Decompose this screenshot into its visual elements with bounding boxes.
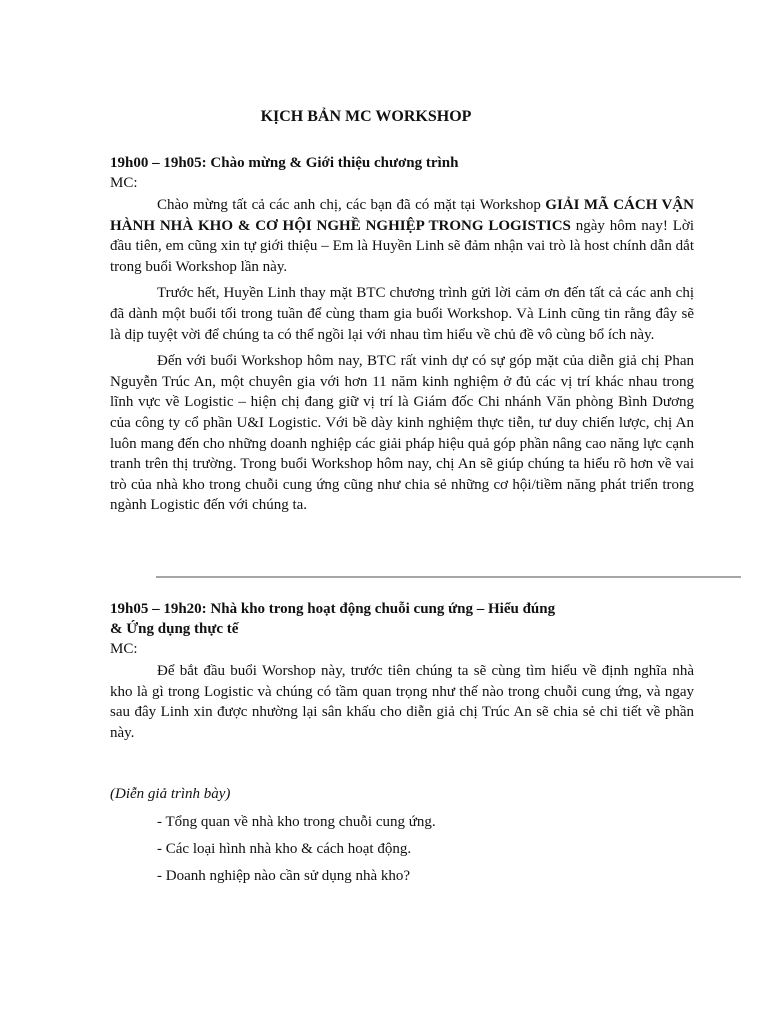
paragraph: Để bắt đầu buổi Worshop này, trước tiên chúng ta sẽ cùng tìm hiểu về định nghĩa nhà kho là gì trong Logistic và chúng có tầm quan trọng như thế nào trong chuỗi cung ứng, và ngay sau đây Linh xin được nhường lại sân khấu cho diễn giả chị Trúc An sẽ chia sẻ chi tiết về phần này. xyxy=(110,663,694,741)
section-heading: 19h00 – 19h05: Chào mừng & Giới thiệu chương trình xyxy=(110,155,459,171)
section-heading-line: 19h05 – 19h20: Nhà kho trong hoạt động chuỗi cung ứng – Hiểu đúng xyxy=(110,601,556,617)
list-item: - Tổng quan về nhà kho trong chuỗi cung ứng. xyxy=(157,814,436,830)
section-welcome xyxy=(110,153,694,522)
list-item: - Các loại hình nhà kho & cách hoạt động. xyxy=(157,841,412,857)
section-divider xyxy=(156,576,741,578)
paragraph: Trước hết, Huyền Linh thay mặt BTC chương trình gửi lời cảm ơn đến tất cả các anh chị đã dành một buổi tối trong tuần để cùng tham gia buổi Workshop. Và Linh cũng tin rằng đây sẽ là dịp tuyệt vời để chúng ta có thể ngồi lại với nhau tìm hiểu về chủ đề vô cùng bổ ích này. xyxy=(110,285,694,343)
list-item: - Doanh nghiệp nào cần sử dụng nhà kho? xyxy=(157,868,411,884)
page-title: KỊCH BẢN MC WORKSHOP xyxy=(260,108,472,125)
paragraph-text: Chào mừng tất cả các anh chị, các bạn đã có mặt tại Workshop xyxy=(157,197,546,213)
paragraph xyxy=(110,195,694,277)
presenter-note: (Diễn giả trình bày) xyxy=(110,786,231,802)
workshop-name: GIẢI MÃ CÁCH VẬN HÀNH NHÀ KHO & CƠ HỘI NGHỀ NGHIỆP TRONG LOGISTICS xyxy=(110,197,694,234)
mc-label: MC: xyxy=(110,641,138,657)
paragraph: Đến với buổi Workshop hôm nay, BTC rất vinh dự có sự góp mặt của diễn giả chị Phan Nguyễn Trúc An, một chuyên gia với hơn 11 năm kinh nghiệm ở đủ các vị trí khác nhau trong lĩnh vực về Logistic – hiện chị đang giữ vị trí là Giám đốc Chi nhánh Văn phòng Bình Dương của công ty cổ phần U&I Logistic. Với bề dày kinh nghiệm thực tiễn, tư duy chiến lược, chị An luôn mang đến cho những doanh nghiệp các giải pháp hiệu quả góp phần nâng cao năng lực cạnh tranh trên thị trường. Trong buổi Workshop hôm nay, chị An sẽ giúp chúng ta hiểu rõ hơn về vai trò của nhà kho trong chuỗi cung ứng cũng như chia sẻ những cơ hội/tiềm năng phát triển trong ngành Logistic đến với chúng ta. xyxy=(110,353,694,514)
topic-list xyxy=(157,812,436,893)
section-heading xyxy=(110,599,694,639)
section-heading-line: & Ứng dụng thực tế xyxy=(110,621,239,637)
mc-label: MC: xyxy=(110,175,138,191)
section-warehouse xyxy=(110,599,694,749)
paragraph-text: ngày hôm nay! Lời đầu tiên, em cũng xin tự giới thiệu – Em là Huyền Linh sẽ đảm nhận vai trò là host chính dẫn dắt trong buổi Workshop lần này. xyxy=(110,217,694,275)
